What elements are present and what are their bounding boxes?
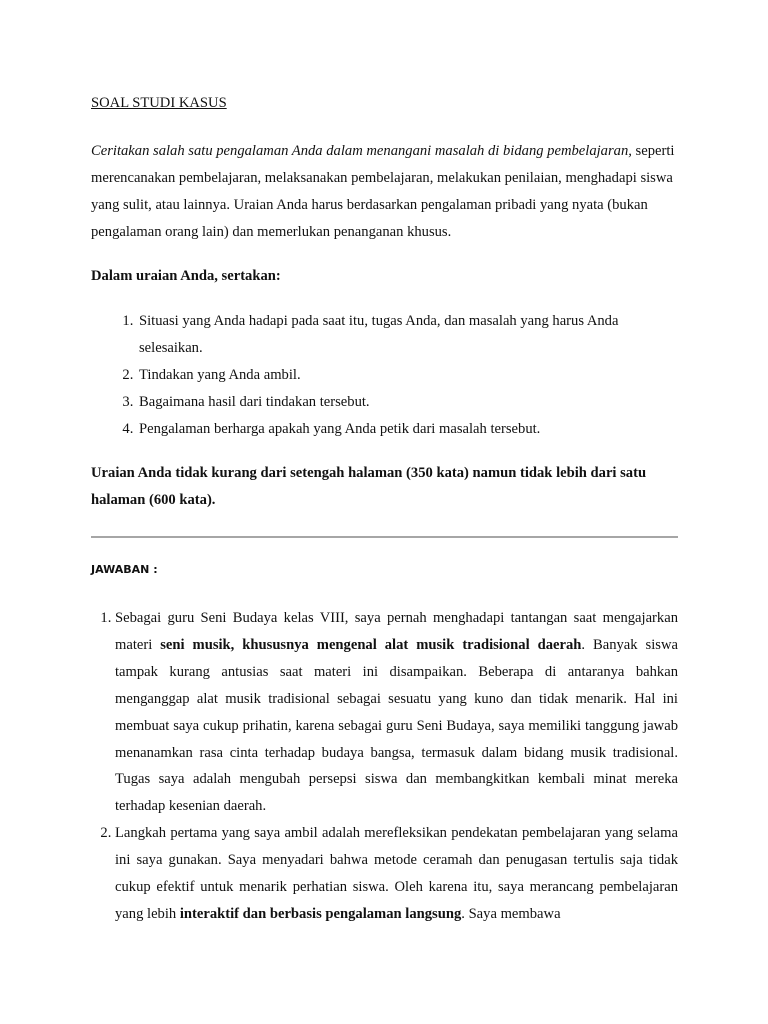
answer-text: . Saya membawa xyxy=(461,905,561,922)
intro-paragraph xyxy=(91,138,678,246)
intro-italic: Ceritakan salah satu pengalaman Anda dalam menangani masalah di bidang pembelajaran, xyxy=(91,143,632,159)
question-list xyxy=(91,308,678,443)
answer-emphasis: seni musik, khususnya mengenal alat musik tradisional daerah xyxy=(160,636,582,653)
answer-list xyxy=(91,605,678,928)
answer-item xyxy=(115,820,678,928)
word-limit-note: Uraian Anda tidak kurang dari setengah halaman (350 kata) namun tidak lebih dari satu halaman (600 kata). xyxy=(91,465,647,508)
question-item: 2. Tindakan yang Anda ambil. xyxy=(137,362,678,389)
answer-emphasis: interaktif dan berbasis pengalaman langsung xyxy=(179,905,462,922)
question-item: 4. Pengalaman berharga apakah yang Anda petik dari masalah tersebut. xyxy=(137,416,678,443)
answer-text: Sebagai guru Seni Budaya kelas VIII, saya pernah menghadapi tantangan saat mengajarkan materi xyxy=(115,610,678,653)
answer-label: JAWABAN : xyxy=(91,563,158,576)
answer-item xyxy=(115,605,678,820)
section-divider xyxy=(91,536,678,538)
document-title: SOAL STUDI KASUS xyxy=(91,95,227,111)
answer-text: Langkah pertama yang saya ambil adalah merefleksikan pendekatan pembelajaran yang selama ini saya gunakan. Saya menyadari bahwa metode ceramah dan penugasan tertulis saja tidak cukup efektif untuk menarik perhatian siswa. Oleh karena itu, saya merancang pembelajaran yang lebih xyxy=(115,825,678,922)
intro-rest: seperti merencanakan pembelajaran, melaksanakan pembelajaran, melakukan penilaian, menghadapi siswa yang sulit, atau lainnya. Uraian Anda harus berdasarkan pengalaman pribadi yang nyata (bukan pengalaman orang lain) dan memerlukan penanganan khusus. xyxy=(91,143,675,240)
answer-text: . Banyak siswa tampak kurang antusias saat materi ini disampaikan. Beberapa di antaranya bahkan menganggap alat musik tradisional sebagai sesuatu yang kuno dan tidak menarik. Hal ini membuat saya cukup prihatin, karena sebagai guru Seni Budaya, saya memiliki tanggung jawab menanamkan rasa cinta terhadap budaya bangsa, termasuk dalam bidang musik tradisional. Tugas saya adalah mengubah persepsi siswa dan membangkitkan kembali minat mereka terhadap kesenian daerah. xyxy=(115,636,678,815)
question-item: 3. Bagaimana hasil dari tindakan tersebut. xyxy=(137,389,678,416)
question-item: 1. Situasi yang Anda hadapi pada saat itu, tugas Anda, dan masalah yang harus Anda selesaikan. xyxy=(137,308,678,362)
instructions-heading: Dalam uraian Anda, sertakan: xyxy=(91,268,281,284)
